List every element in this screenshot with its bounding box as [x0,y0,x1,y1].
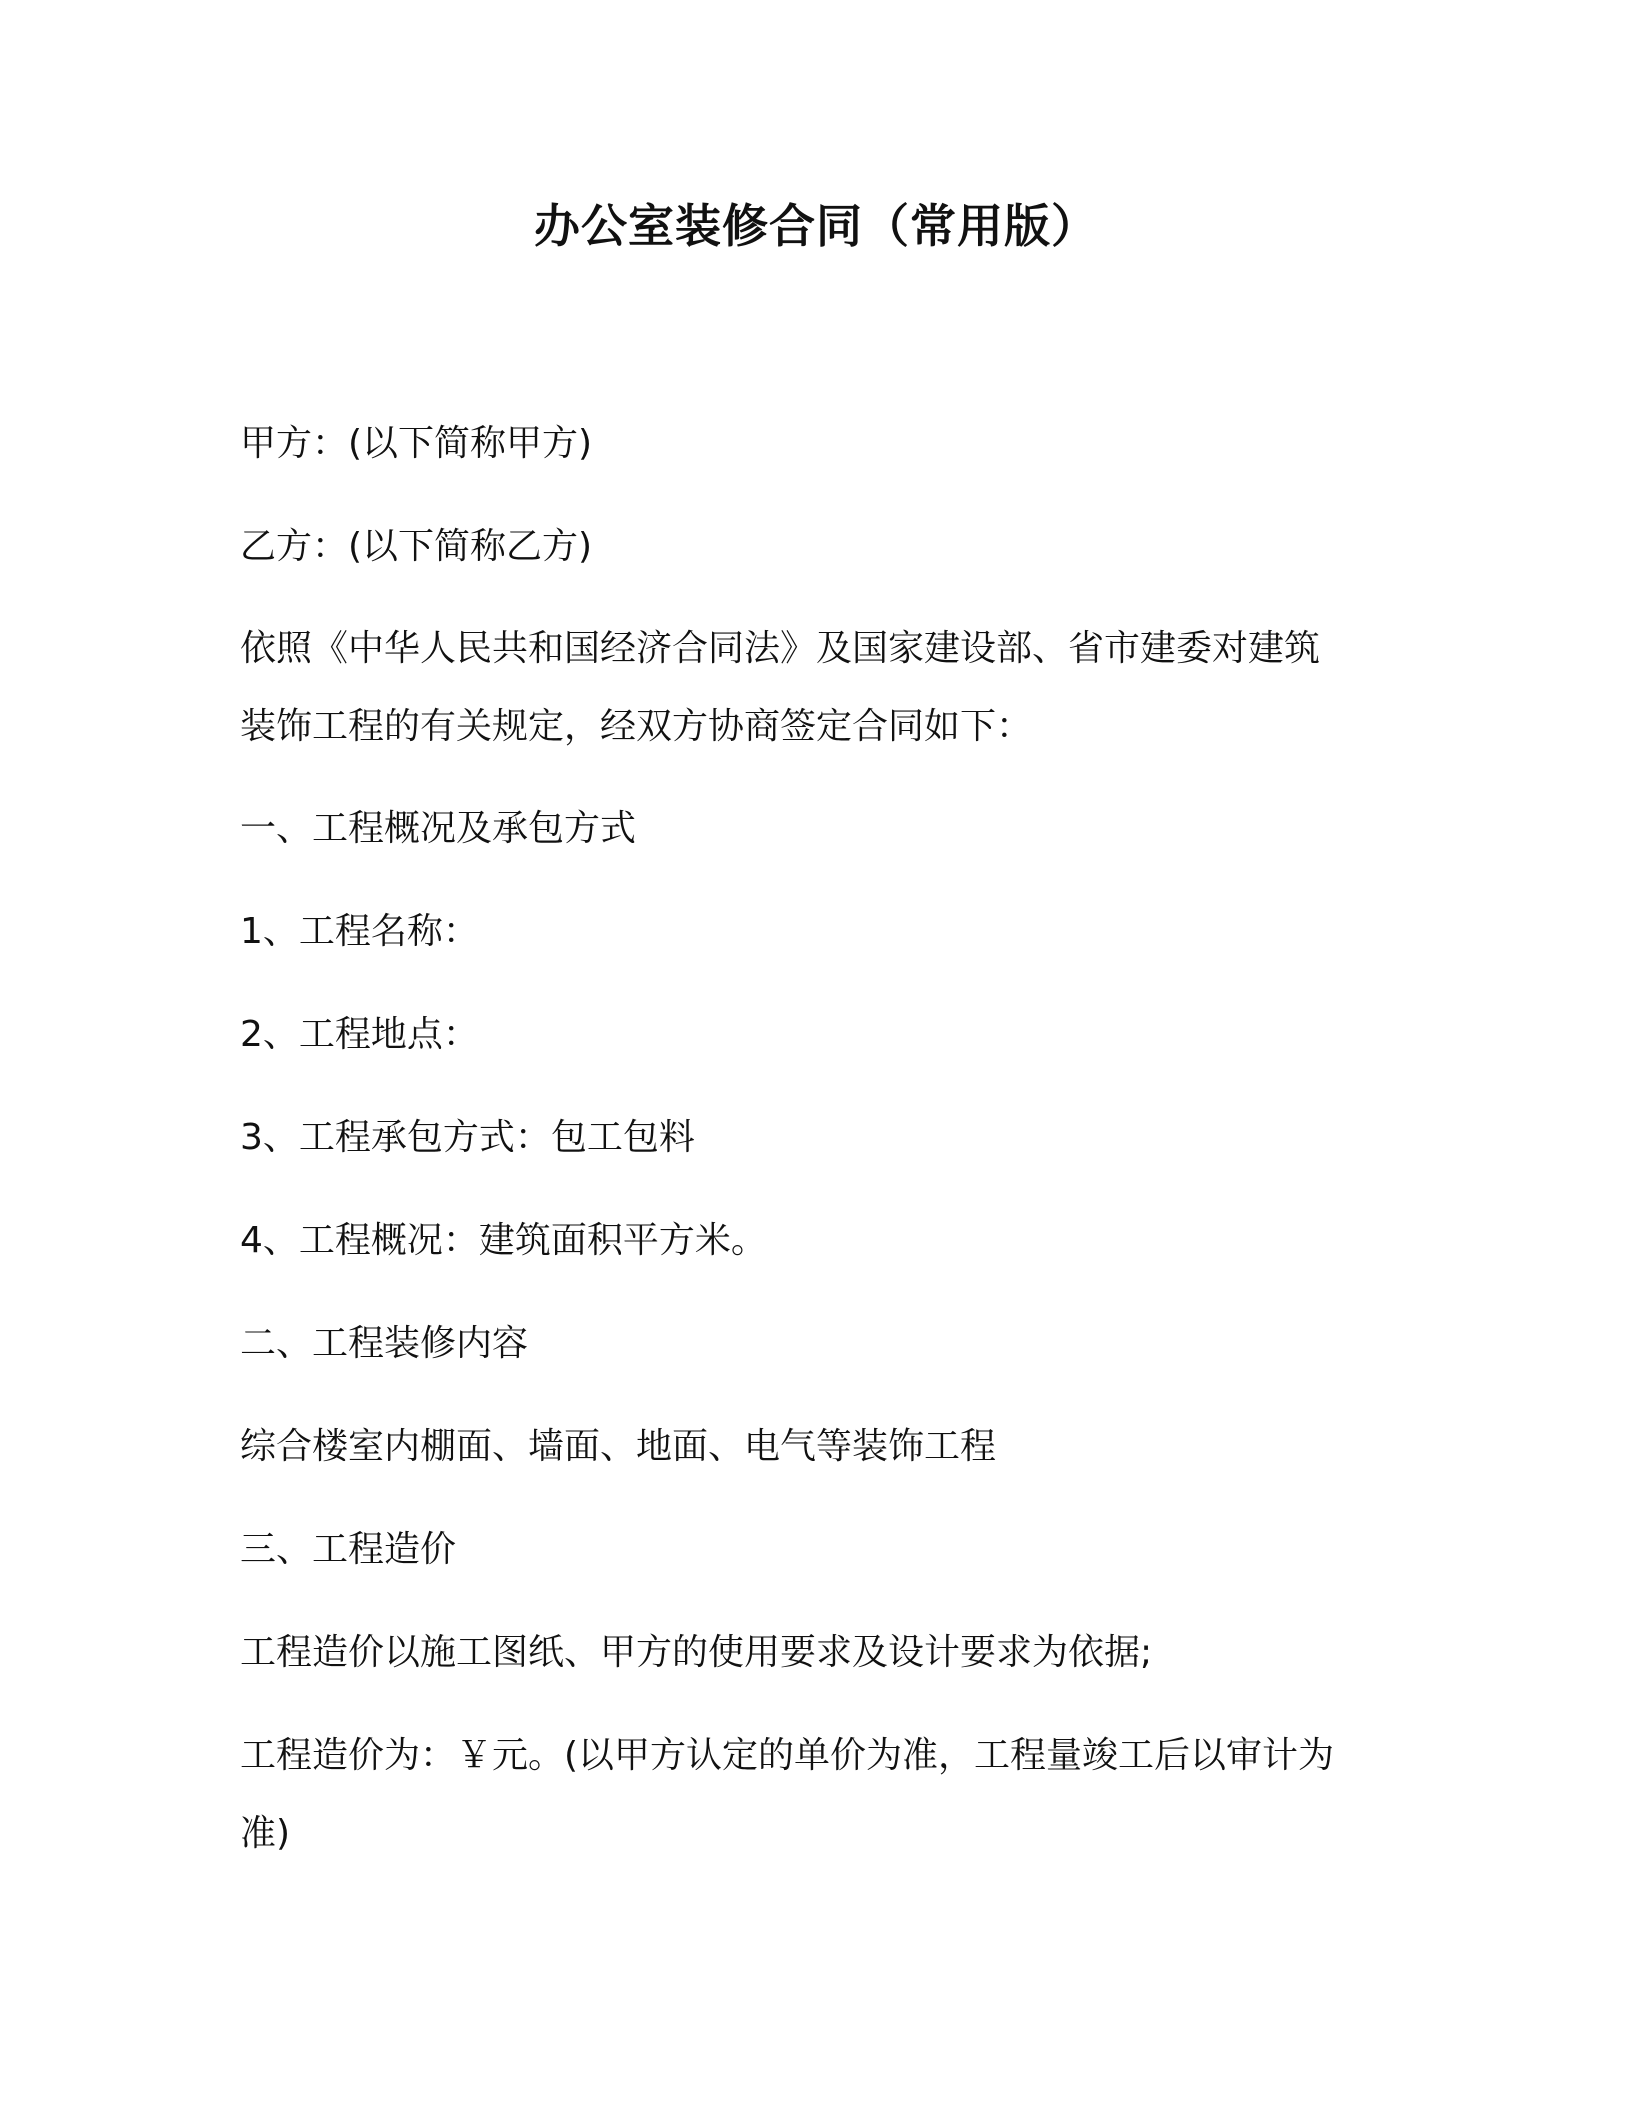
section-1-item-1: 1、工程名称： [240,911,479,952]
section-1-item-3: 3、工程承包方式：包工包料 [240,1117,695,1158]
intro-paragraph-line-2: 装饰工程的有关规定，经双方协商签定合同如下： [240,706,1033,747]
party-a-line: 甲方：(以下简称甲方) [240,423,593,464]
section-1-item-4: 4、工程概况：建筑面积平方米。 [240,1220,767,1261]
intro-paragraph-line-1: 依照《中华人民共和国经济合同法》及国家建设部、省市建委对建筑 [240,628,1321,669]
section-3-text-2-line-2: 准) [240,1813,291,1854]
section-3-text-2-line-1: 工程造价为：￥元。(以甲方认定的单价为准，工程量竣工后以审计为 [240,1735,1335,1776]
section-3-heading: 三、工程造价 [240,1529,457,1570]
section-2-heading: 二、工程装修内容 [240,1323,529,1364]
section-1-item-2: 2、工程地点： [240,1014,479,1055]
section-2-text: 综合楼室内棚面、墙面、地面、电气等装饰工程 [240,1426,997,1467]
section-1-heading: 一、工程概况及承包方式 [240,808,637,849]
party-b-line: 乙方：(以下简称乙方) [240,526,593,567]
document-title: 办公室装修合同（常用版） [534,199,1098,253]
section-3-text-1: 工程造价以施工图纸、甲方的使用要求及设计要求为依据; [240,1632,1153,1673]
